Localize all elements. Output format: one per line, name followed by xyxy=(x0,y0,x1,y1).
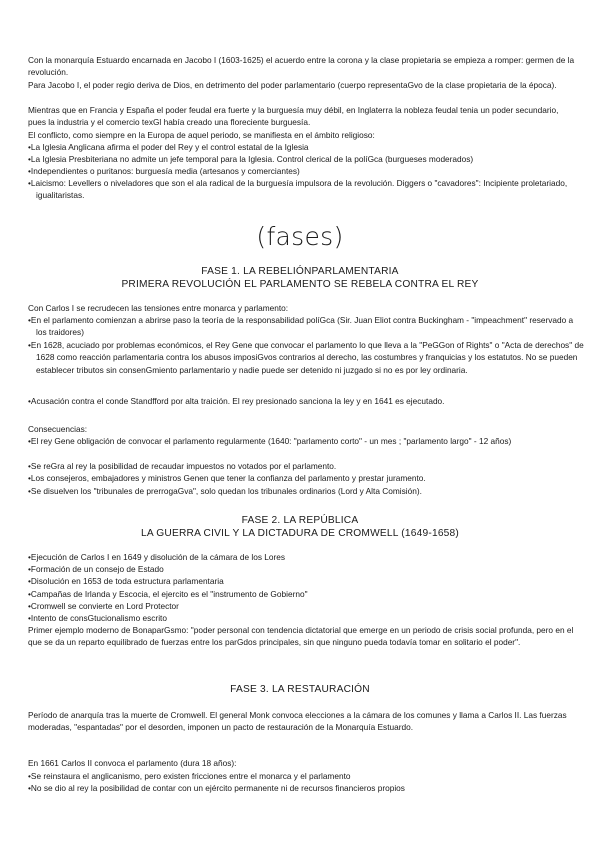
fase1-bullet: •Acusación contra el conde Standfford por alta traición. El rey presionado sanciona la ley y en 1641 es ejecutado. xyxy=(28,396,445,406)
fase1-heading xyxy=(0,266,600,292)
religion-bullet: •Laicismo: Levellers o niveladores que son el ala radical de la burguesía impulsora de la revolución. Diggers o "cavadores": Incipiente proletariado, igualitaristas. xyxy=(28,178,568,201)
consequences-label: Consecuencias: xyxy=(28,424,88,434)
fase3-heading-line: FASE 3. LA RESTAURACIÓN xyxy=(230,684,370,695)
main-title: (fases) xyxy=(256,222,344,251)
intro-paragraph-2: Para Jacobo I, el poder regio deriva de Dios, en detrimento del poder parlamentario (cuerpo representaGvo de la clase propietaria de la época). xyxy=(28,80,557,90)
fase3-heading xyxy=(0,684,600,697)
fase2-bullet: •Ejecución de Carlos I en 1649 y disolución de la cámara de los Lores xyxy=(28,552,286,562)
fase1-bullet: •En el parlamento comienzan a abrirse paso la teoría de la responsabilidad políGca (Sir. Juan Eliot contra Buckingham - "impeachment" reservado a los traidores) xyxy=(28,315,574,338)
consequence-item: •Se disuelven los "tribunales de prerrogaGva", solo quedan los tribunales ordinarios (Lord y Alta Comisión). xyxy=(28,486,422,496)
fase1-heading-line1: FASE 1. LA REBELIÓNPARLAMENTARIA xyxy=(201,266,399,277)
fase2-bullet: •Disolución en 1653 de toda estructura parlamentaria xyxy=(28,576,224,586)
fase2-heading xyxy=(0,515,600,541)
religion-bullet: •La Iglesia Anglicana afirma el poder del Rey y el control estatal de la Iglesia xyxy=(28,142,309,152)
consequence-item: •El rey Gene obligación de convocar el parlamento regularmente (1640: "parlamento corto" - un mes ; "parlamento largo" - 12 años) xyxy=(28,436,512,446)
fase1-lead: Con Carlos I se recrudecen las tensiones entre monarca y parlamento: xyxy=(28,303,289,313)
consequence-item: •Los consejeros, embajadores y ministros Genen que tener la confianza del parlamento y prestar juramento. xyxy=(28,473,426,483)
fase1-heading-line2: PRIMERA REVOLUCIÓN EL PARLAMENTO SE REBELA CONTRA EL REY xyxy=(121,278,479,290)
intro-paragraph-1: Con la monarquía Estuardo encarnada en Jacobo I (1603-1625) el acuerdo entre la corona y la clase propietaria se empieza a romper: germen de la revolución. xyxy=(28,55,575,78)
fase2-bullet: •Intento de consGtucionalismo escrito xyxy=(28,613,167,623)
fase2-bullet: •Campañas de Irlanda y Escocia, el ejercito es el "instrumento de Gobierno" xyxy=(28,589,308,599)
religion-bullet: •La Iglesia Presbiteriana no admite un jefe temporal para la Iglesia. Control clerical de la políGca (burgueses moderados) xyxy=(28,154,474,164)
consequence-item: •Se reGra al rey la posibilidad de recaudar impuestos no votados por el parlamento. xyxy=(28,461,337,471)
fase2-bullet: •Cromwell se convierte en Lord Protector xyxy=(28,601,179,611)
religion-bullet: •Independientes o puritanos: burguesía media (artesanos y comerciantes) xyxy=(28,166,300,176)
fase3-lead: En 1661 Carlos II convoca el parlamento (dura 18 años): xyxy=(28,758,237,768)
fase2-heading-line1: FASE 2. LA REPÚBLICA xyxy=(241,515,359,526)
intro-paragraph-3: Mientras que en Francia y España el poder feudal era fuerte y la burguesía muy débil, en Inglaterra la nobleza feudal tenia un poder secundario, pues la industria y el comercio texGl había creado una floreciente burguesía. xyxy=(28,105,559,128)
fase2-heading-line2: LA GUERRA CIVIL Y LA DICTADURA DE CROMWELL (1649-1658) xyxy=(140,527,460,539)
intro-paragraph-4: El conflicto, como siempre en la Europa de aquel periodo, se manifiesta en el ámbito religioso: xyxy=(28,130,375,140)
fase3-bullet: •Se reinstaura el anglicanismo, pero existen fricciones entre el monarca y el parlamento xyxy=(28,771,351,781)
fase1-bullet: •En 1628, acuciado por problemas económicos, el Rey Gene que convocar el parlamento lo que lleva a la "PeGGon of Rights" o "Acta de derechos" de 1628 como reacción parlamentaria contra los abusos imposiGvos contrarios al derecho, las costumbres y franquicias y los estatutos. No se pueden establecer tributos sin consenGmiento parlamentario y nadie puede ser detenido ni juzgado si no es por ley ordinaria. xyxy=(28,340,584,375)
fase3-paragraph: Período de anarquía tras la muerte de Cromwell. El general Monk convoca elecciones a la cámara de los comunes y llama a Carlos II. Las fuerzas moderadas, "espantadas" por el desorden, imponen un pacto de restauración de la Monarquía Estuardo. xyxy=(28,710,567,733)
fase2-bullet: •Formación de un consejo de Estado xyxy=(28,564,164,574)
fase2-closing: Primer ejemplo moderno de BonaparGsmo: "poder personal con tendencia dictatorial que emerge en un periodo de crisis social profunda, pero en el que se da un reparto equilibrado de fuerzas entre los parGdos principales, sin que ninguno pueda todavía tomar en solitario el poder". xyxy=(28,625,574,648)
fase3-bullet: •No se dio al rey la posibilidad de contar con un ejército permanente ni de recursos financieros propios xyxy=(28,783,405,793)
